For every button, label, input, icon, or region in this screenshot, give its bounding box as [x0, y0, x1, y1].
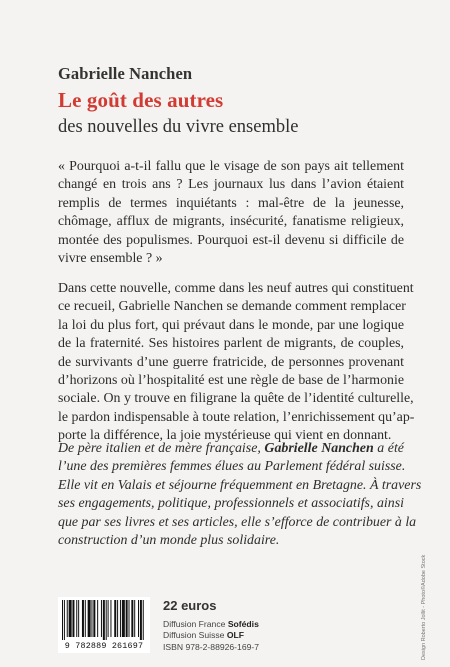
- text-line: chômage, afflux de migrants, insécurité, fanatisme religieux,: [58, 214, 404, 230]
- design-credit: Design Roberto Jollit - Photo©Adobe Stock: [421, 554, 427, 660]
- text-line: montée des populismes. Pourquoi est-il devenu si difficile de: [58, 232, 404, 248]
- barcode-bar: [134, 600, 135, 637]
- text-line: sociale. On y trouve en filigrane la quête de l’identité culturelle,: [58, 391, 414, 407]
- text-line: [58, 440, 404, 458]
- barcode-bar: [101, 600, 102, 637]
- barcode-bar: [140, 600, 142, 640]
- text-line: que par ses livres et ses articles, elle s’efforce de contribuer à la: [58, 514, 417, 530]
- bio-author-name: Gabrielle Nanchen: [264, 441, 374, 456]
- barcode-bar: [64, 600, 65, 640]
- distributor-name: OLF: [226, 630, 245, 641]
- text-line: porte la différence, la joie mystérieuse qui vient en donnant.: [58, 428, 392, 444]
- text-line: vivre ensemble ? »: [58, 251, 163, 267]
- barcode-bar: [62, 600, 63, 640]
- barcode: [58, 597, 150, 653]
- text-line: l’une des premières femmes élues au Parlement fédéral suisse.: [58, 459, 406, 475]
- barcode-bar: [103, 600, 105, 640]
- text-line: ce recueil, Gabrielle Nanchen se demande comment remplacer: [58, 299, 406, 315]
- distributor-name: Sofédis: [227, 619, 259, 629]
- barcode-bar: [69, 600, 72, 637]
- barcode-bar: [108, 600, 109, 637]
- text-line: la loi du plus fort, qui prévaut dans le monde, par une logique: [58, 317, 404, 333]
- quote-paragraph: [58, 158, 404, 268]
- book-title: Le goût des autres: [58, 88, 224, 112]
- book-subtitle: des nouvelles du vivre ensemble: [58, 117, 299, 137]
- bio-text: a été: [373, 441, 404, 456]
- barcode-bar: [78, 600, 79, 637]
- barcode-bar: [114, 600, 116, 637]
- barcode-bar: [85, 600, 86, 637]
- barcode-bar: [91, 600, 92, 637]
- distribution-france: [163, 619, 259, 630]
- barcode-bars: [62, 600, 146, 640]
- barcode-bar: [143, 600, 144, 640]
- price: 22 euros: [163, 598, 217, 613]
- barcode-bar: [120, 600, 121, 637]
- barcode-bar: [97, 600, 98, 637]
- author-name: Gabrielle Nanchen: [58, 64, 193, 83]
- barcode-digits: 9 782889 261697: [64, 641, 144, 651]
- barcode-bar: [88, 600, 91, 637]
- price-distribution-block: [163, 598, 259, 653]
- bio-text: De père italien et de mère française,: [58, 441, 265, 456]
- isbn: ISBN 978-2-88926-169-7: [163, 641, 260, 652]
- text-line: remplis de termes inquiétants : mal-être de la jeunesse,: [58, 195, 404, 211]
- barcode-bar: [67, 600, 68, 637]
- barcode-bar: [93, 600, 95, 637]
- distribution-label: Diffusion Suisse: [163, 630, 225, 641]
- text-line: Dans cette nouvelle, comme dans les neuf autres qui constituent: [58, 281, 414, 296]
- author-bio-paragraph: [58, 440, 422, 550]
- text-line: « Pourquoi a-t-il fallu que le visage de son pays ait tellement: [58, 159, 404, 174]
- barcode-bar: [106, 600, 107, 640]
- barcode-bar: [110, 600, 111, 637]
- barcode-bar: [126, 600, 128, 637]
- text-line: de la fraternité. Ses histoires parlent de migrants, de couples,: [58, 336, 404, 352]
- distribution-suisse: [163, 630, 259, 641]
- barcode-bar: [131, 600, 133, 637]
- text-line: Elle vit en Valais et séjourne fréquemment en Bretagne. À travers: [58, 477, 422, 493]
- barcode-bar: [129, 600, 130, 637]
- text-line: le pardon indispensable à toute relation, l’enrichissement qu’ap-: [58, 409, 415, 425]
- text-line: construction d’un monde plus solidaire.: [58, 533, 280, 549]
- text-line: d’horizons où l’hospitalité est une règle de base de l’harmonie: [58, 373, 404, 389]
- barcode-bar: [122, 600, 125, 637]
- barcode-bar: [138, 600, 139, 637]
- barcode-bar: [72, 600, 74, 637]
- text-line: ses engagements, politique, professionnels et associatifs, ainsi: [58, 496, 404, 512]
- barcode-bar: [76, 600, 77, 637]
- distribution-label: Diffusion France: [163, 619, 226, 629]
- barcode-bar: [117, 600, 118, 637]
- barcode-bar: [82, 600, 84, 637]
- text-line: de survivants d’une guerre fratricide, de personnes provenant: [58, 354, 404, 370]
- summary-paragraph: [58, 280, 415, 446]
- text-line: changé en trois ans ? Les journaux lus dans l’avion étaient: [58, 177, 404, 193]
